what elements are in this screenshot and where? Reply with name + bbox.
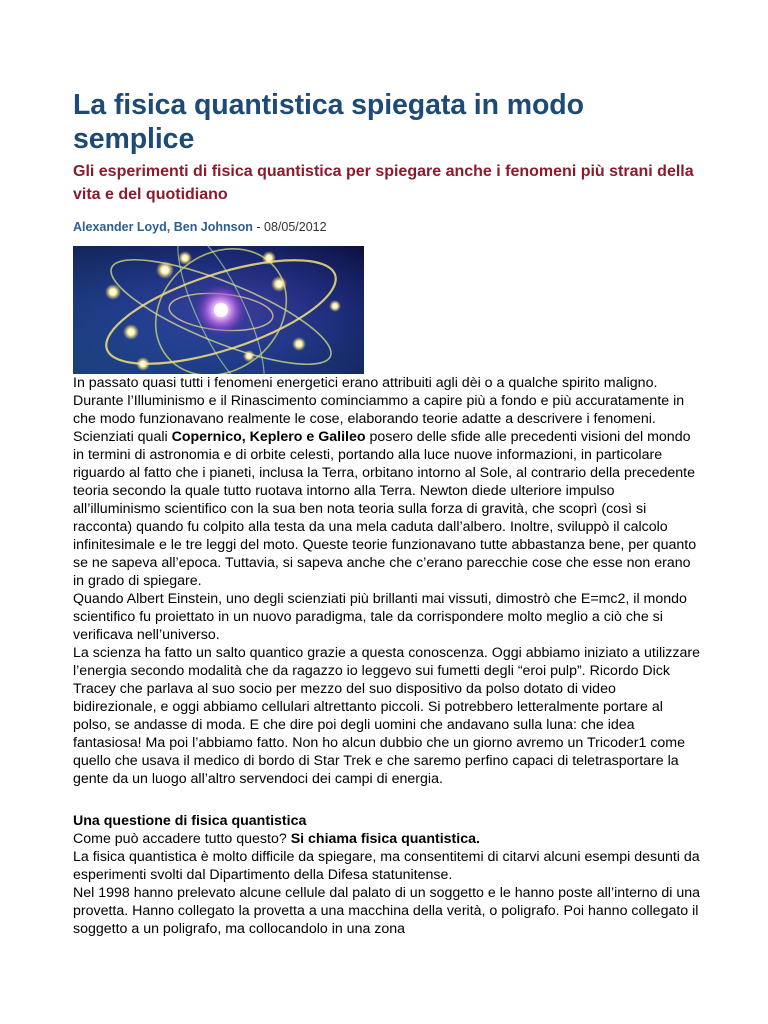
text-run: posero delle sfide alle precedenti visioni del mondo in termini di astronomia e di orbite celesti, portando alla luce nuove informazioni, in particolare riguardo al fatto che i pianeti, inclusa la Terra, orbitano intorno al Sole, al contrario della precedente teoria secondo la quale tutto ruotava intorno alla Terra. Newton diede ulteriore impulso all’illuminismo scientifico con la sua ben nota teoria sulla forza di gravità, che scoprì (così si racconta) quando fu colpito alla testa da una mela caduta dall’albero. Inoltre, sviluppò il calcolo infinitesimale e le tre leggi del moto. Queste teorie funzionavano tutte abbastanza bene, per quanto se ne sapeva all’epoca. Tuttavia, si sapeva anche che c’erano parecchie cose che esse non erano in grado di spiegare. — [73, 429, 697, 589]
article — [73, 88, 703, 938]
author-link[interactable]: Alexander Loyd, Ben Johnson — [73, 220, 253, 234]
byline — [73, 218, 703, 236]
bold-answer: Si chiama fisica quantistica. — [290, 831, 480, 847]
atom-orbits-image — [73, 246, 364, 374]
paragraph: Quando Albert Einstein, uno degli scienziati più brillanti mai vissuti, dimostrò che E=mc2, il mondo scientifico fu proiettato in un nuovo paradigma, tale da corrispondere molto meglio a ciò che si verificava nell’universo. — [73, 591, 687, 643]
text-run: Come può accadere tutto questo? — [73, 831, 291, 847]
paragraph: Nel 1998 hanno prelevato alcune cellule dal palato di un soggetto e le hanno poste all’interno di una provetta. Hanno collegato la provetta a una macchina della verità, o poligrafo. Poi hanno collegato il soggetto a un poligrafo, ma collocandolo in una zona — [73, 885, 701, 937]
paragraph: La fisica quantistica è molto difficile da spiegare, ma consentitemi di citarvi alcuni esempi desunti da esperimenti svolti dal Dipartimento della Difesa statunitense. — [73, 849, 700, 883]
text-run: Scienziati quali — [73, 429, 172, 445]
paragraph — [73, 830, 703, 848]
paragraph — [73, 428, 703, 590]
article-title: La fisica quantistica spiegata in modo semplice — [73, 89, 584, 155]
paragraph: In passato quasi tutti i fenomeni energetici erano attribuiti agli dèi o a qualche spirito maligno. Durante l’Illuminismo e il Rinascimento cominciammo a capire più a fondo e più accuratamente in che modo funzionavano realmente le cose, elaborando teorie adatte a descrivere i fenomeni. — [73, 375, 685, 427]
bold-names: Copernico, Keplero e Galileo — [171, 429, 366, 445]
article-body — [73, 374, 703, 938]
paragraph: La scienza ha fatto un salto quantico grazie a questa conoscenza. Oggi abbiamo iniziato a utilizzare l’energia secondo modalità che da ragazzo io leggevo sui fumetti degli “eroi pulp”. Ricordo Dick Tracey che parlava al suo socio per mezzo del suo dispositivo da polso dotato di video bidirezionale, e oggi abbiamo cellulari altrettanto piccoli. Si potrebbero letteralmente portare al polso, se andasse di moda. E che dire poi degli uomini che andavano sulla luna: che idea fantasiosa! Ma poi l’abbiamo fatto. Non ho alcun dubbio che un giorno avremo un Tricoder1 come quello che usava il medico di bordo di Star Trek e che saremo perfino capaci di teletrasportare la gente da un luogo all’altro servendoci dei campi di energia. — [73, 645, 701, 787]
publish-date: 08/05/2012 — [264, 220, 327, 234]
date-separator: - — [252, 220, 264, 234]
section-heading: Una questione di fisica quantistica — [73, 813, 307, 829]
article-subtitle: Gli esperimenti di fisica quantistica per spiegare anche i fenomeni più strani della vita e del quotidiano — [73, 163, 694, 203]
